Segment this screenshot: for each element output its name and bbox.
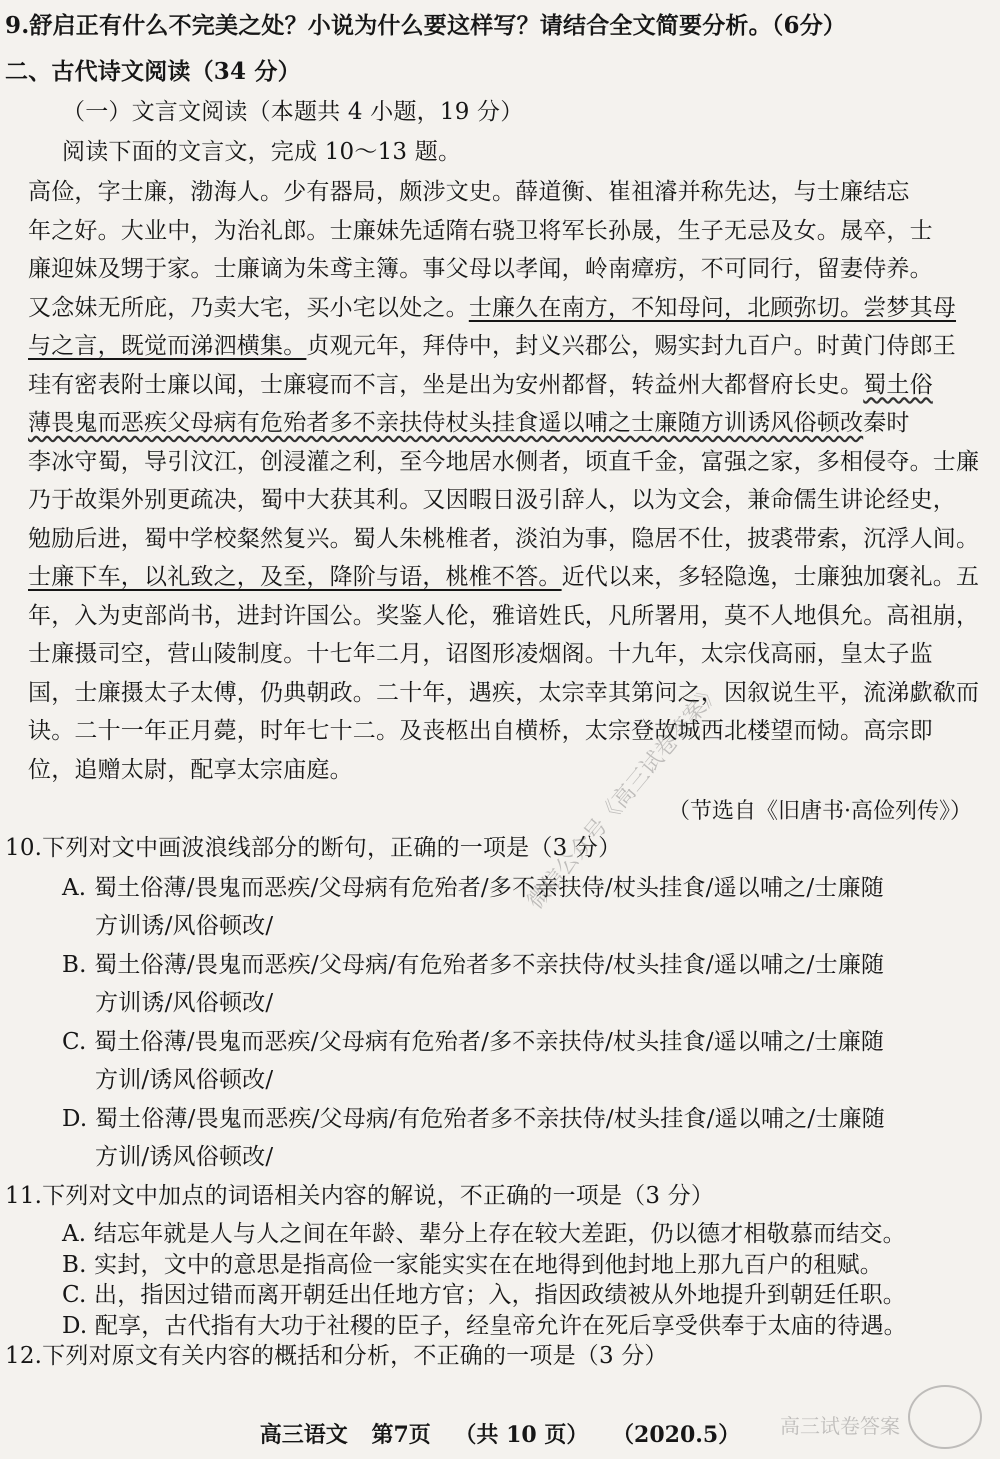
passage-text: 位，追赠太尉，配享太宗庙庭。 bbox=[28, 756, 353, 783]
wavy-underlined-text: 蜀土俗 bbox=[863, 371, 933, 398]
question-10-option: C. 蜀土俗薄/畏鬼而恶疾/父母病有危殆者/多不亲扶侍/杖头挂食/遥以哺之/士廉随 bbox=[62, 1029, 885, 1055]
passage-line bbox=[28, 484, 982, 516]
question-9: 9.舒启正有什么不完美之处？小说为什么要这样写？请结合全文简要分析。（6分） bbox=[5, 12, 847, 39]
subsection-heading: （一）文言文阅读（本题共 4 小题，19 分） bbox=[62, 99, 524, 125]
passage-line bbox=[28, 677, 982, 709]
passage-line bbox=[28, 715, 982, 747]
question-10-option: 方训诱/风俗顿改/ bbox=[95, 990, 274, 1016]
passage-text: 珪有密表附士廉以闻，士廉寝而不言，坐是出为安州都督，转益州大都督府长史。 bbox=[28, 371, 864, 398]
question-10-option: 方训/诱风俗顿改/ bbox=[95, 1144, 274, 1170]
underlined-text: 士廉久在南方，不知母问，北顾弥切。尝梦其母 bbox=[468, 294, 957, 321]
page-footer bbox=[0, 1418, 1000, 1449]
question-11-option: B. 实封，文中的意思是指高俭一家能实实在在地得到他封地上那九百户的租赋。 bbox=[62, 1251, 883, 1278]
passage-text: 廉迎妹及甥于家。士廉谪为朱鸢主簿。事父母以孝闻，岭南瘴疠，不可同行，留妻侍养。 bbox=[28, 256, 933, 282]
question-11-stem: 11.下列对文中加点的词语相关内容的解说，不正确的一项是（3 分） bbox=[5, 1183, 715, 1209]
passage-text: 近代以来，多轻隐逸，士廉独加褒礼。五 bbox=[561, 564, 980, 590]
watermark-corner: 高三试卷答案 bbox=[780, 1414, 900, 1438]
passage-text: 贞观元年，拜侍中，封义兴郡公，赐实封九百户。时黄门侍郎王 bbox=[306, 333, 957, 359]
question-11-option: A. 结忘年就是人与人之间在年龄、辈分上存在较大差距，仍以德才相敬慕而结交。 bbox=[62, 1221, 906, 1247]
passage-line bbox=[28, 561, 982, 593]
passage-text: 乃于故渠外别更疏决，蜀中大获其利。又因暇日汲引辞人，以为文会，兼命儒生讲论经史， bbox=[28, 487, 956, 513]
footer-total: （共 10 页） bbox=[454, 1422, 589, 1448]
footer-subject: 高三语文 bbox=[259, 1422, 348, 1448]
passage-line bbox=[28, 292, 982, 324]
question-10-option: B. 蜀土俗薄/畏鬼而恶疾/父母病/有危殆者多不亲扶侍/杖头挂食/遥以哺之/士廉随 bbox=[62, 952, 885, 978]
question-11-option: C. 出，指因过错而离开朝廷出任地方官；入，指因政绩被从外地提升到朝廷任职。 bbox=[62, 1282, 907, 1308]
watermark-logo-icon bbox=[908, 1385, 982, 1449]
passage-text: 年，入为吏部尚书，进封许国公。奖鉴人伦，雅谙姓氏，凡所署用，莫不人地俱允。高祖崩， bbox=[28, 602, 980, 629]
passage-text: 国，士廉摄太子太傅，仍典朝政。二十年，遇疾，太宗幸其第问之，因叙说生平，流涕歔欷而 bbox=[28, 679, 980, 706]
question-11-option: D. 配享，古代指有大功于社稷的臣子，经皇帝允许在死后享受供奉于太庙的待遇。 bbox=[62, 1312, 907, 1339]
question-10-stem: 10.下列对文中画波浪线部分的断句，正确的一项是（3 分） bbox=[5, 835, 622, 861]
passage-line bbox=[28, 253, 982, 285]
passage-text: 秦时 bbox=[863, 410, 910, 436]
question-10-option: 方训/诱风俗顿改/ bbox=[95, 1067, 274, 1093]
passage-text: 高俭，字士廉，渤海人。少有器局，颇涉文史。薛道衡、崔祖濬并称先达，与士廉结忘 bbox=[28, 179, 910, 205]
watermark-wechat: 微信公众号《高三试卷答案》 bbox=[523, 679, 727, 915]
passage-line bbox=[28, 600, 982, 632]
passage-text: 年之好。大业中，为治礼郎。士廉妹先适隋右骁卫将军长孙晟，生子无忌及女。晟卒，士 bbox=[28, 217, 933, 244]
underlined-text: 与之言，既觉而涕泗横集。 bbox=[28, 333, 307, 359]
passage-line bbox=[28, 407, 982, 439]
passage-text: 又念妹无所庇，乃卖大宅，买小宅以处之。 bbox=[28, 294, 469, 321]
passage-text: 勉励后进，蜀中学校粲然复兴。蜀人朱桃椎者，淡泊为事，隐居不仕，披裘带索，沉浮人间。 bbox=[28, 525, 980, 552]
question-12-stem: 12.下列对原文有关内容的概括和分析，不正确的一项是（3 分） bbox=[5, 1343, 668, 1369]
passage-text: 李冰守蜀，导引汶江，创浸灌之利，至今地居水侧者，顷直千金，富强之家，多相侵夺。士廉 bbox=[28, 448, 980, 475]
question-10-option: 方训诱/风俗顿改/ bbox=[95, 913, 274, 939]
question-10-option: A. 蜀土俗薄/畏鬼而恶疾/父母病有危殆者/多不亲扶侍/杖头挂食/遥以哺之/士廉随 bbox=[62, 875, 884, 901]
passage-line bbox=[28, 176, 982, 208]
passage-line bbox=[28, 446, 982, 478]
passage-line bbox=[28, 215, 982, 247]
passage-line bbox=[28, 330, 982, 362]
wavy-underlined-text: 薄畏鬼而恶疾父母病有危殆者多不亲扶侍杖头挂食遥以哺之士廉随方训诱风俗顿改 bbox=[28, 410, 864, 436]
instruction-text: 阅读下面的文言文，完成 10～13 题。 bbox=[62, 139, 462, 165]
passage-line bbox=[28, 754, 982, 786]
passage-text: 士廉摄司空，营山陵制度。十七年二月，诏图形凌烟阁。十九年，太宗伐高丽，皇太子监 bbox=[28, 641, 933, 667]
footer-page: 第7页 bbox=[371, 1422, 431, 1448]
footer-date: （2020.5） bbox=[612, 1422, 741, 1448]
underlined-text: 士廉下车，以礼致之，及至，降阶与语，桃椎不答。 bbox=[28, 564, 562, 590]
passage-line bbox=[28, 369, 982, 401]
question-10-option: D. 蜀土俗薄/畏鬼而恶疾/父母病/有危殆者多不亲扶侍/杖头挂食/遥以哺之/士廉随 bbox=[62, 1106, 885, 1132]
section-heading: 二、古代诗文阅读（34 分） bbox=[5, 58, 301, 85]
passage-line bbox=[28, 638, 982, 670]
passage-source: （节选自《旧唐书·高俭列传》） bbox=[668, 799, 972, 824]
passage-text: 诀。二十一年正月薨，时年七十二。及丧柩出自横桥，太宗登故城西北楼望而恸。高宗即 bbox=[28, 718, 933, 744]
passage-line bbox=[28, 523, 982, 555]
